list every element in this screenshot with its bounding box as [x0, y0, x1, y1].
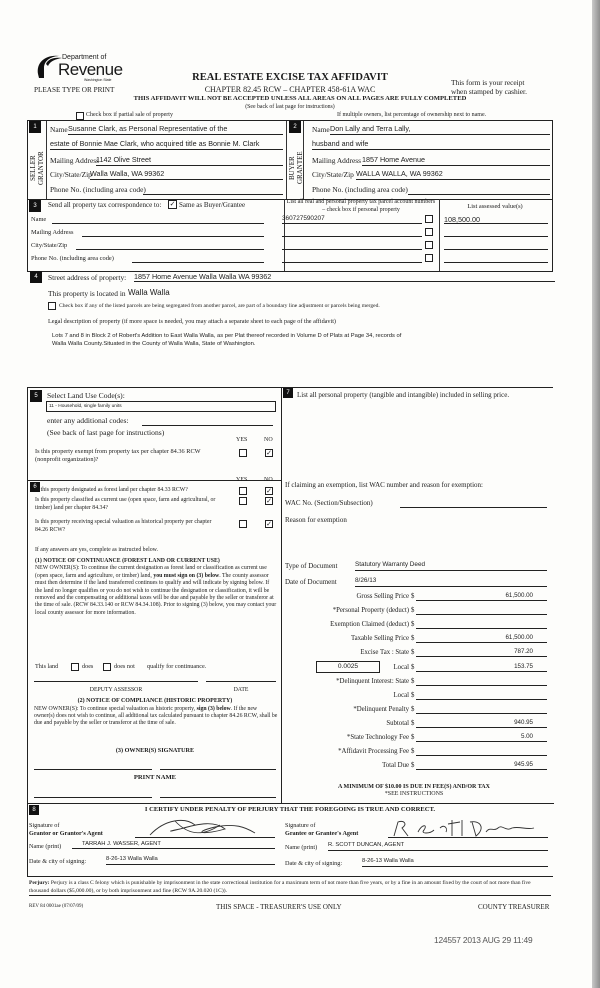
- legal-description-1[interactable]: Lots 7 and 8 in Block 2 of Robert's Addition to East Walla Walla, as per Plat thereof recorded in Volume D of Plats at Page 34, records of: [52, 333, 402, 339]
- buyer-name-line1[interactable]: Don Lally and Terra Lally,: [330, 124, 550, 135]
- seller-name-line2[interactable]: estate of Bonnie Mae Clark, who acquired title as Bonnie M. Clark: [50, 139, 283, 150]
- print-name-label: PRINT NAME: [133, 774, 177, 781]
- corr-name-field[interactable]: [52, 215, 264, 224]
- buyer-side-label: [288, 142, 304, 194]
- notice-compliance-bold: sign (3) below: [196, 706, 231, 712]
- assessed-value-1[interactable]: 108,500.00: [444, 215, 548, 224]
- historic-no-checkbox[interactable]: ✓: [266, 520, 272, 528]
- tax-row-value[interactable]: [416, 691, 547, 700]
- land-use-select[interactable]: 11 - Household, single family units: [46, 401, 276, 412]
- tax-row-value[interactable]: 61,500.00: [416, 634, 547, 643]
- section-4-badge: 4: [30, 271, 42, 283]
- notice-continuance-text-a: NEW OWNER(S): To continue the current designation as forest land or classification as current use (open space, farm and agriculture, or timber) land,: [35, 565, 267, 579]
- receipt-note-1: This form is your receipt: [451, 78, 525, 87]
- multiple-owners-note: If multiple owners, list percentage of ownership next to name.: [337, 112, 487, 118]
- doc-type-field[interactable]: Statutory Warranty Deed: [355, 561, 547, 571]
- buyer-name-line2[interactable]: husband and wife: [312, 139, 550, 150]
- grantor-signature-scribble-icon: [145, 817, 265, 839]
- tax-row-currency: $: [411, 734, 415, 741]
- tax-row-currency: $: [411, 664, 415, 671]
- assessed-value-3[interactable]: [444, 241, 548, 250]
- parcel-personal-checkbox-2[interactable]: [425, 228, 433, 236]
- tax-row-label: Exemption Claimed (deduct): [330, 621, 409, 628]
- grantee-signature-field[interactable]: [388, 829, 548, 838]
- logo-dept: Department of: [62, 54, 107, 61]
- grantee-label: GRANTEE: [296, 151, 304, 185]
- tax-row-label: *Personal Property (deduct): [332, 607, 409, 614]
- grantor-name-field[interactable]: TARRAH J. WASSER, AGENT: [72, 841, 275, 849]
- same-as-buyer-checkbox[interactable]: ✓: [169, 200, 176, 208]
- notice-continuance-bold: you must sign on (3) below: [153, 572, 220, 579]
- perjury-notice: [29, 880, 551, 896]
- form-chapter: CHAPTER 82.45 RCW – CHAPTER 458-61A WAC: [204, 85, 376, 94]
- forest-yes-checkbox[interactable]: [239, 487, 247, 495]
- tax-row-label: *Delinquent Penalty: [353, 706, 409, 713]
- corr-mailing-field[interactable]: [82, 228, 264, 237]
- tax-row-value[interactable]: [416, 606, 547, 615]
- grantor-sig-label-2: Grantor or Grantor's Agent: [29, 830, 103, 837]
- qualify-label: qualify for continuance.: [147, 663, 207, 670]
- parcel-number-2[interactable]: [282, 228, 422, 237]
- current-use-yes-checkbox[interactable]: [239, 497, 247, 505]
- wac-field[interactable]: [400, 498, 547, 508]
- county-treasurer: COUNTY TREASURER: [478, 903, 550, 911]
- exemption-label: If claiming an exemption, list WAC number and reason for exemption:: [285, 481, 483, 489]
- historic-question: Is this property receiving special valuation as historical property per chapter 84.26 RCW?: [35, 519, 212, 533]
- land-use-see-back: (See back of last page for instructions): [47, 428, 165, 437]
- deputy-date-label: DATE: [233, 687, 249, 693]
- personal-property-label: List all personal property (tangible and intangible) included in selling price.: [297, 391, 510, 399]
- owner-signature-line-1[interactable]: [34, 768, 152, 770]
- owner-signature-line-2[interactable]: [160, 768, 276, 770]
- tax-row-currency: $: [411, 706, 415, 713]
- corr-phone-field[interactable]: [132, 254, 264, 263]
- please-type: PLEASE TYPE OR PRINT: [34, 86, 115, 94]
- notice-continuance: [35, 558, 277, 617]
- treasurer-use: THIS SPACE - TREASURER'S USE ONLY: [216, 903, 342, 911]
- print-name-line-2[interactable]: [160, 796, 276, 798]
- receipt-note-2: when stamped by cashier.: [451, 87, 527, 96]
- tax-row-value[interactable]: [416, 620, 547, 629]
- buyer-city-label: City/State/Zip: [312, 170, 354, 179]
- deputy-date-line[interactable]: [206, 680, 276, 682]
- designation-no-header: NO: [264, 477, 273, 483]
- tax-row-label: Gross Selling Price: [356, 593, 409, 600]
- grantor-date-label: Date & city of signing:: [29, 858, 87, 865]
- seller-name-label: Name: [50, 125, 68, 134]
- dor-logo: [34, 50, 124, 84]
- if-yes-note: If any answers are yes, complete as instructed below.: [35, 547, 158, 553]
- street-field[interactable]: 1857 Home Avenue Walla Walla WA 99362: [134, 272, 555, 282]
- tax-row-value[interactable]: 945.95: [416, 761, 547, 770]
- notice-compliance: [34, 706, 278, 727]
- tax-row-value[interactable]: 153.75: [416, 663, 547, 672]
- tax-row-currency: $: [411, 593, 415, 600]
- deputy-assessor-sig-line[interactable]: [34, 680, 198, 682]
- tax-row-label: *Delinquent Interest: State: [336, 678, 409, 685]
- corr-name-label: Name: [31, 216, 47, 223]
- buyer-label: BUYER: [288, 156, 296, 180]
- section-1-badge: 1: [29, 121, 41, 133]
- tax-row-currency: $: [411, 692, 415, 699]
- tax-row-label: Total Due: [382, 762, 409, 769]
- print-name-line-1[interactable]: [34, 796, 152, 798]
- grantee-name-field[interactable]: R. SCOTT DUNCAN, AGENT: [328, 842, 548, 851]
- section-3-badge: 3: [29, 200, 41, 212]
- seller-phone-label: Phone No. (including area code): [50, 185, 146, 194]
- tax-row-value[interactable]: 940.95: [416, 719, 547, 728]
- segregated-checkbox[interactable]: [48, 302, 56, 310]
- parcel-number-1[interactable]: 360727590207: [282, 215, 422, 224]
- tax-row-value[interactable]: 787.20: [416, 648, 547, 657]
- parcel-personal-checkbox-4[interactable]: [425, 254, 433, 262]
- deputy-assessor-label: DEPUTY ASSESSOR: [89, 687, 143, 693]
- partial-sale-checkbox[interactable]: [76, 112, 84, 120]
- corr-city-field[interactable]: [76, 241, 264, 250]
- section-7-badge: 7: [283, 388, 293, 398]
- corr-mailing-label: Mailing Address: [31, 229, 74, 236]
- legal-label: Legal description of property (if more space is needed, you may attach a separate sheet to each page of the affidavit): [48, 318, 336, 325]
- see-instructions: *SEE INSTRUCTIONS: [384, 791, 444, 797]
- this-land-label: This land: [35, 663, 59, 670]
- minimum-note: A MINIMUM OF $10.00 IS DUE IN FEE(S) AND/OR TAX: [338, 784, 490, 790]
- perjury-bold: Perjury:: [29, 880, 50, 886]
- grantee-signature-scribble-icon: [390, 818, 540, 838]
- additional-codes-field[interactable]: [142, 416, 273, 426]
- seller-label: SELLER: [29, 155, 37, 181]
- seller-mailing-label: Mailing Address: [50, 156, 100, 165]
- tax-row-value[interactable]: 5.00: [416, 733, 547, 742]
- buyer-phone-field[interactable]: [408, 184, 550, 195]
- notice-compliance-title: (2) NOTICE OF COMPLIANCE (HISTORIC PROPERTY): [77, 698, 233, 704]
- current-use-question: Is this property classified as current use (open space, farm and agricultural, or timber) land per chapter 84.34?: [35, 497, 216, 511]
- tax-row-currency: $: [411, 607, 415, 614]
- historic-yes-checkbox[interactable]: [239, 520, 247, 528]
- notice-continuance-title: (1) NOTICE OF CONTINUANCE (FOREST LAND OR CURRENT USE): [35, 558, 220, 564]
- parcel-number-4[interactable]: [282, 254, 422, 263]
- tax-row-currency: $: [411, 678, 415, 685]
- exempt-question: Is this property exempt from property tax per chapter 84.36 RCW (nonprofit organization)?: [35, 448, 201, 463]
- seller-city-label: City/State/Zip: [50, 170, 92, 179]
- logo-state: Washington State: [84, 78, 112, 82]
- seller-city-field[interactable]: Walla Walla, WA 99362: [90, 169, 283, 180]
- tax-row-value[interactable]: [416, 705, 547, 714]
- buyer-name-label: Name: [312, 125, 330, 134]
- tax-row-value[interactable]: 61,500.00: [416, 592, 547, 601]
- doc-date-field[interactable]: 8/26/13: [355, 577, 547, 587]
- owner-signature-label: (3) OWNER(S) SIGNATURE: [115, 747, 195, 754]
- corr-phone-label: Phone No. (including area code): [31, 255, 114, 262]
- same-as-buyer-label: Same as Buyer/Grantee: [179, 201, 246, 209]
- tax-row-currency: $: [411, 635, 415, 642]
- scan-edge-shadow: [592, 0, 600, 988]
- does-checkbox[interactable]: [71, 663, 79, 671]
- tax-row-currency: $: [411, 748, 415, 755]
- segregated-label: Check box if any of the listed parcels are being segregated from another parcel, are part of a boundary line adjustment or parcels being merged.: [59, 303, 380, 309]
- assessed-value-4[interactable]: [444, 254, 548, 263]
- correspondence-label: Send all property tax correspondence to:: [48, 201, 162, 209]
- exempt-yes-checkbox[interactable]: [239, 449, 247, 457]
- seller-side-label: [29, 142, 45, 194]
- footer-divider: [27, 876, 553, 877]
- grantee-sig-label-1: Signature of: [285, 822, 316, 829]
- section-5-badge: 5: [30, 390, 42, 402]
- perjury-text: Perjury is a class C felony which is punishable by imprisonment in the state correctional institution for a maximum term of not more than five years, or by a fine in an amount fixed by the court of not more than five thousand dollars ($5,000.00), or by both imprisonment and fine (RCW 9A.20.020 (1C)).: [29, 880, 531, 894]
- grantee-sig-label-2: Grantee or Grantee's Agent: [285, 830, 359, 837]
- section-2-badge: 2: [289, 121, 301, 133]
- land-use-label: Select Land Use Code(s):: [47, 391, 125, 400]
- tax-row-label: Taxable Selling Price: [350, 635, 409, 642]
- tax-row-label: Local: [393, 664, 409, 671]
- recording-stamp: 124557 2013 AUG 29 11:49: [434, 935, 533, 945]
- does-not-checkbox[interactable]: [103, 663, 111, 671]
- tax-row-label: *State Technology Fee: [346, 734, 409, 741]
- parcels-header: List all real and personal property tax parcel account numbers – check box if personal property: [286, 199, 436, 213]
- doc-date-label: Date of Document: [285, 578, 337, 586]
- seller-mailing-field[interactable]: 1142 Olive Street: [96, 155, 283, 166]
- located-label: This property is located in: [48, 289, 126, 298]
- corr-city-label: City/State/Zip: [31, 242, 68, 249]
- exempt-no-header: NO: [264, 437, 273, 443]
- tax-row-label: *Affidavit Processing Fee: [338, 748, 409, 755]
- legal-description-2[interactable]: Walla Walla County.Situated in the County of Walla Walla, State of Washington.: [52, 341, 256, 347]
- additional-codes-label: enter any additional codes:: [47, 416, 129, 425]
- rev-number: REV 84 0001ae (07/07/09): [29, 904, 84, 909]
- seller-name-line1[interactable]: Susanne Clark, as Personal Representative of the: [68, 124, 283, 135]
- does-not-label: does not: [114, 663, 135, 670]
- forest-no-checkbox[interactable]: ✓: [266, 487, 272, 495]
- parcel-number-3[interactable]: [282, 241, 422, 250]
- tax-row-value[interactable]: [416, 747, 547, 756]
- exempt-no-checkbox[interactable]: ✓: [266, 449, 272, 457]
- doc-type-label: Type of Document: [285, 562, 338, 570]
- notice-continuance-text-b: . The county assessor must then determine if the land transferred continues to qualify and will indicate by signing below. If the land no longer qualifies or you do not wish to continue the designation or classification, it will be removed and the compensating or additional taxes will be due and payable by the seller or transferor at the time of sale. (RCW 84.33.140 or RCW 84.34.108). Prior to signing (3) below, you may contact your local county assessor for more information.: [35, 572, 277, 616]
- grantor-label: GRANTOR: [37, 151, 45, 185]
- wac-label: WAC No. (Section/Subsection): [285, 499, 373, 507]
- notice-compliance-text-b: . If the new owner(s) does not wish to continue, all additional tax calculated pursuant to chapter 84.26 RCW, shall be due and payable by the seller or transferor at the time of sale.: [34, 706, 278, 726]
- assessed-header: List assessed value(s): [467, 203, 523, 210]
- assessed-value-2[interactable]: [444, 228, 548, 237]
- completion-warning: THIS AFFIDAVIT WILL NOT BE ACCEPTED UNLESS ALL AREAS ON ALL PAGES ARE FULLY COMPLETED: [133, 95, 467, 102]
- partial-sale-label: Check box if partial sale of property: [86, 112, 173, 118]
- certification-statement: I CERTIFY UNDER PENALTY OF PERJURY THAT THE FOREGOING IS TRUE AND CORRECT.: [144, 806, 436, 813]
- does-label: does: [82, 663, 94, 670]
- tax-row-currency: $: [411, 621, 415, 628]
- tax-row-label: Excise Tax : State: [360, 649, 409, 656]
- grantor-name-label: Name (print): [29, 843, 62, 850]
- form-title: REAL ESTATE EXCISE TAX AFFIDAVIT: [192, 72, 388, 83]
- buyer-phone-label: Phone No. (including area code): [312, 185, 408, 194]
- reason-label: Reason for exemption: [285, 516, 347, 524]
- tax-row-label: Subtotal: [386, 720, 409, 727]
- local-rate-box[interactable]: 0.0025: [316, 661, 380, 673]
- grantee-date-label: Date & city of signing:: [285, 860, 343, 867]
- tax-row-currency: $: [411, 762, 415, 769]
- current-use-no-checkbox[interactable]: ✓: [266, 497, 272, 505]
- exempt-yes-header: YES: [236, 437, 248, 443]
- street-label: Street address of property:: [48, 273, 127, 282]
- tax-row-value[interactable]: [416, 677, 547, 686]
- section-6-badge: 6: [30, 482, 40, 492]
- located-field[interactable]: Walla Walla: [128, 288, 170, 297]
- notice-compliance-text-a: NEW OWNER(S): To continue special valuation as historic property,: [34, 706, 197, 712]
- see-back-note: (See back of last page for instructions): [245, 104, 335, 110]
- forest-question: Is this property designated as forest land per chapter 84.33 RCW?: [35, 487, 188, 493]
- parcel-personal-checkbox-1[interactable]: [425, 215, 433, 223]
- grantor-date-field[interactable]: 8-26-13 Walla Walla: [106, 856, 275, 865]
- logo-revenue: Revenue: [58, 60, 123, 79]
- grantor-signature-field[interactable]: [135, 829, 275, 838]
- buyer-city-field[interactable]: WALLA WALLA, WA 99362: [356, 169, 550, 180]
- tax-row-currency: $: [411, 649, 415, 656]
- grantee-name-label: Name (print): [285, 844, 318, 851]
- tax-row-currency: $: [411, 720, 415, 727]
- section-8-badge: 8: [29, 805, 39, 815]
- grantee-date-field[interactable]: 8-26-13 Walla Walla: [362, 858, 548, 867]
- grantor-sig-label-1: Signature of: [29, 822, 60, 829]
- tax-row-label: Local: [393, 692, 409, 699]
- seller-phone-field[interactable]: [143, 184, 283, 195]
- designation-yes-header: YES: [236, 477, 248, 483]
- buyer-mailing-label: Mailing Address: [312, 156, 362, 165]
- parcel-personal-checkbox-3[interactable]: [425, 241, 433, 249]
- buyer-mailing-field[interactable]: 1857 Home Avenue: [362, 155, 550, 166]
